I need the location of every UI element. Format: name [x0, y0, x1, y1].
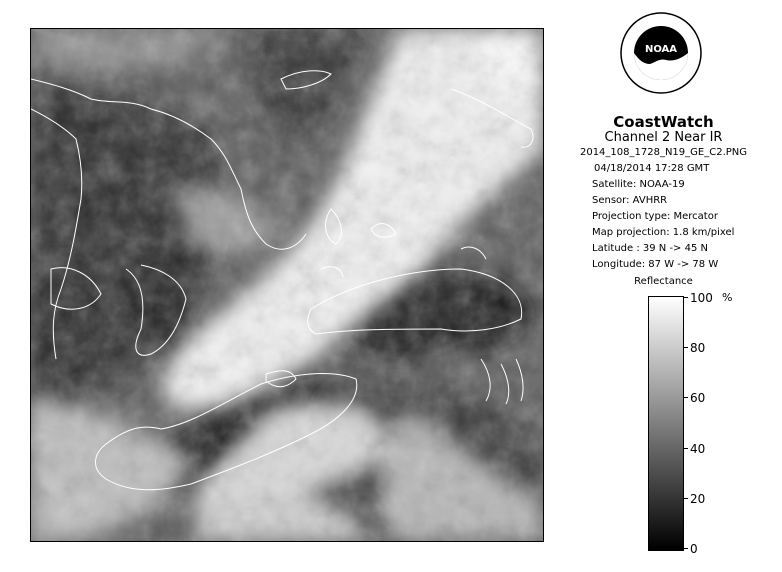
noaa-logo-text: NOAA	[644, 44, 678, 55]
channel-label: Channel 2 Near IR	[604, 130, 723, 145]
noaa-logo	[620, 12, 702, 94]
product-title: CoastWatch	[613, 113, 714, 131]
colorbar-tick	[683, 498, 688, 499]
datetime-label: 04/18/2014 17:28 GMT	[594, 163, 710, 174]
noaa-logo-svg	[620, 12, 702, 94]
satellite-image[interactable]	[30, 28, 544, 542]
latitude-label: Latitude : 39 N -> 45 N	[592, 243, 708, 254]
colorbar-tick-label: 100	[690, 291, 713, 305]
satellite-image-svg	[31, 29, 543, 541]
satellite-label: Satellite: NOAA-19	[592, 179, 685, 190]
colorbar-tick	[683, 397, 688, 398]
colorbar-tick-label: 0	[690, 542, 698, 556]
colorbar-tick-label: 80	[690, 341, 706, 355]
colorbar-tick-label: 60	[690, 391, 706, 405]
map-projection-label: Map projection: 1.8 km/pixel	[592, 227, 735, 238]
projection-type-label: Projection type: Mercator	[592, 211, 718, 222]
colorbar	[648, 296, 684, 551]
colorbar-tick	[683, 347, 688, 348]
sensor-label: Sensor: AVHRR	[592, 195, 668, 206]
colorbar-unit: %	[722, 291, 733, 304]
colorbar-title: Reflectance	[634, 276, 693, 287]
colorbar-tick	[683, 297, 688, 298]
colorbar-tick-label: 40	[690, 442, 706, 456]
image-grain	[31, 29, 543, 541]
colorbar-tick-label: 20	[690, 492, 706, 506]
colorbar-tick	[683, 448, 688, 449]
filename-label: 2014_108_1728_N19_GE_C2.PNG	[579, 147, 748, 158]
longitude-label: Longitude: 87 W -> 78 W	[592, 259, 719, 270]
colorbar-tick	[683, 548, 688, 549]
